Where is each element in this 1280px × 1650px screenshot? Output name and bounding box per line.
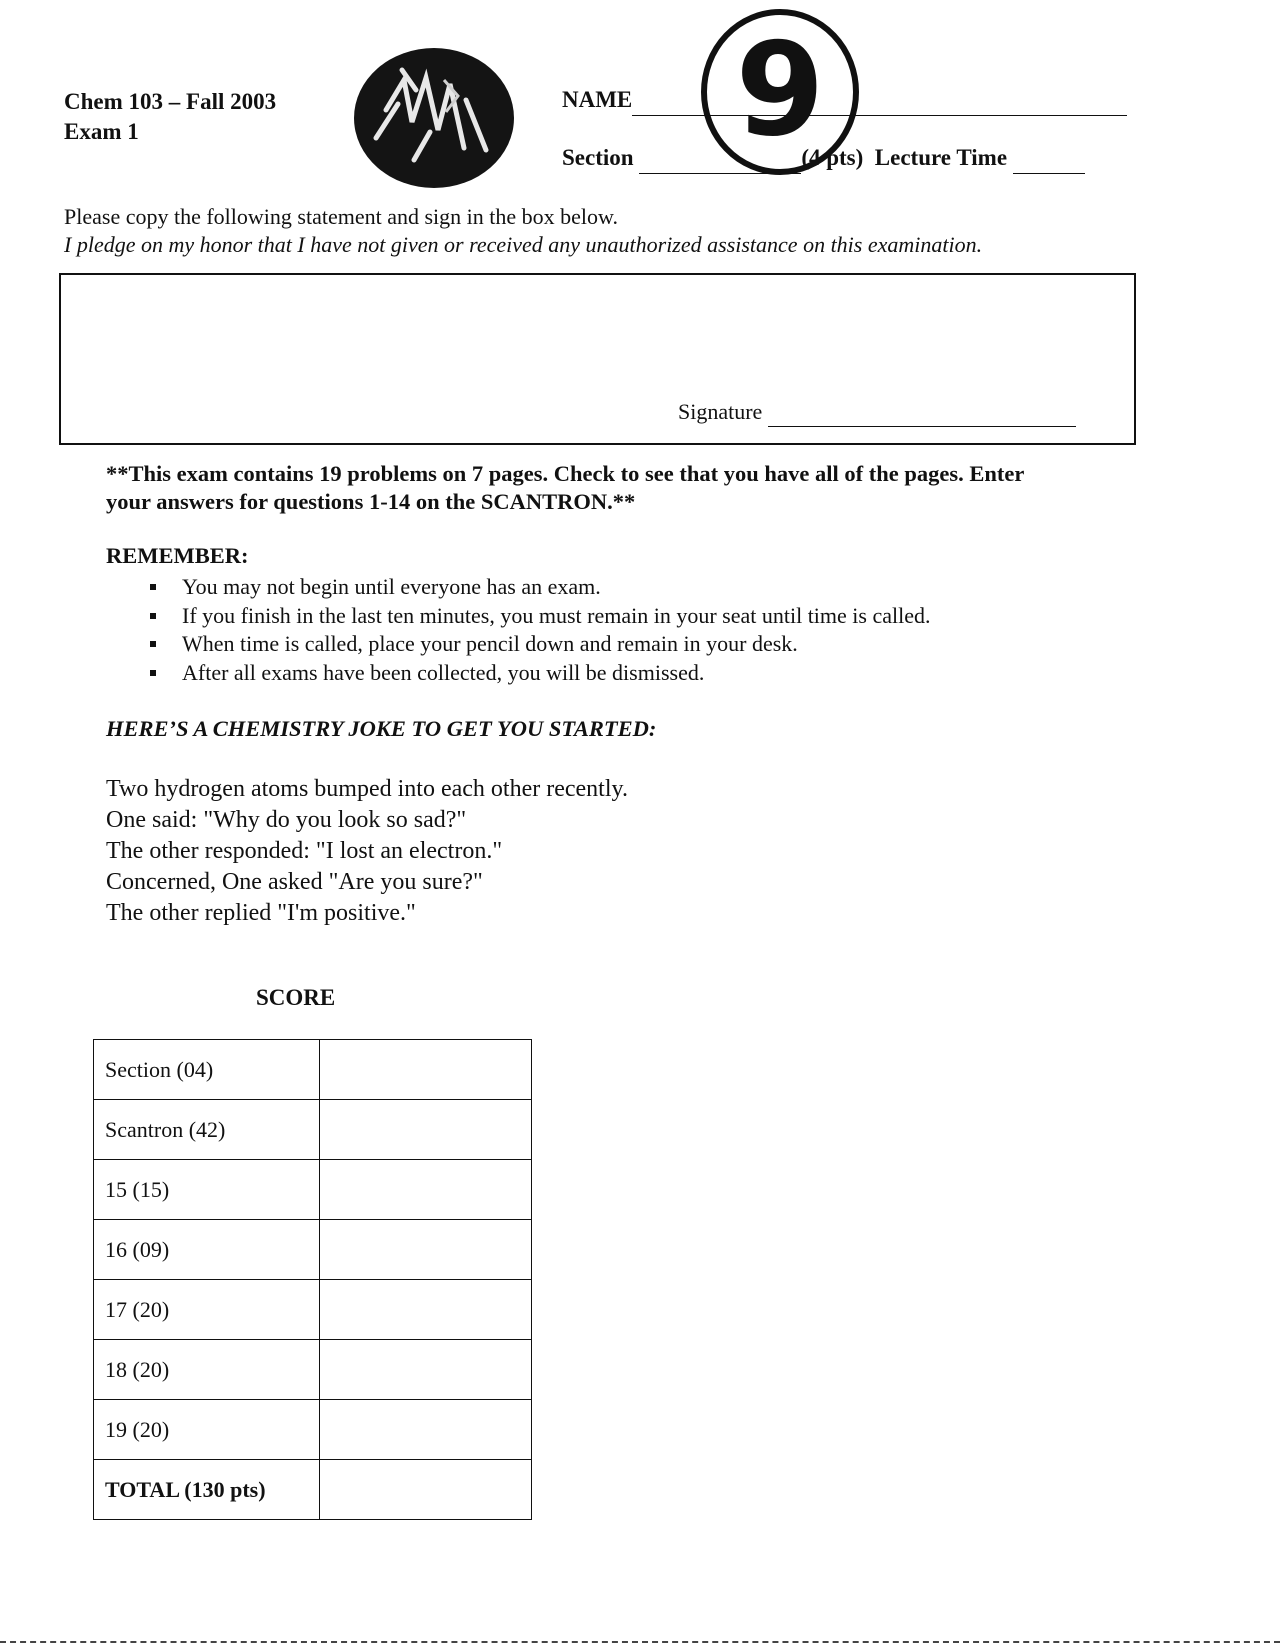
joke-title: HERE’S A CHEMISTRY JOKE TO GET YOU STARTED: [106, 716, 657, 741]
handwritten-score: 9 [735, 16, 825, 165]
joke-line: Concerned, One asked "Are you sure?" [106, 869, 483, 895]
list-item: You may not begin until everyone has an exam. [106, 573, 1106, 602]
score-value-cell[interactable] [320, 1460, 532, 1520]
section-points: (4 pts) [801, 145, 864, 170]
joke-line: Two hydrogen atoms bumped into each other recently. [106, 776, 628, 802]
notice-line-1: **This exam contains 19 problems on 7 pages. Check to see that you have all of the pages. Enter [106, 461, 1025, 486]
score-label: 15 (15) [94, 1160, 320, 1220]
joke-line: The other replied "I'm positive." [106, 900, 416, 926]
table-row [94, 1160, 532, 1220]
list-item: After all exams have been collected, you will be dismissed. [106, 659, 1106, 688]
score-value-cell[interactable] [320, 1220, 532, 1280]
table-row [94, 1400, 532, 1460]
notice-line-2: your answers for questions 1-14 on the SCANTRON.** [106, 489, 636, 514]
table-row [94, 1040, 532, 1100]
score-table [93, 1039, 532, 1520]
score-value-cell[interactable] [320, 1400, 532, 1460]
exam-notice [106, 460, 1024, 516]
course-name: Chem 103 – Fall 2003 [64, 89, 277, 114]
pledge-statement: I pledge on my honor that I have not given or received any unauthorized assistance on this examination. [64, 232, 983, 257]
score-value-cell[interactable] [320, 1340, 532, 1400]
remember-list [106, 573, 1106, 687]
score-label-total: TOTAL (130 pts) [94, 1460, 320, 1520]
score-title: SCORE [256, 985, 336, 1010]
score-label: 17 (20) [94, 1280, 320, 1340]
remember-title: REMEMBER: [106, 543, 249, 568]
score-value-cell[interactable] [320, 1040, 532, 1100]
scan-edge-divider [0, 1641, 1280, 1643]
signature-field[interactable] [678, 398, 1076, 427]
exam-name: Exam 1 [64, 119, 139, 144]
course-title [64, 87, 276, 147]
signature-blank[interactable] [768, 398, 1076, 427]
score-label: 16 (09) [94, 1220, 320, 1280]
table-row [94, 1100, 532, 1160]
table-row [94, 1220, 532, 1280]
lecture-time-blank[interactable] [1013, 143, 1085, 174]
pledge-instruction: Please copy the following statement and sign in the box below. [64, 204, 618, 229]
section-label: Section [562, 145, 634, 170]
joke-text [106, 774, 628, 929]
score-value-cell[interactable] [320, 1280, 532, 1340]
score-label: Scantron (42) [94, 1100, 320, 1160]
signature-label: Signature [678, 399, 763, 424]
joke-line: The other responded: "I lost an electron." [106, 838, 503, 864]
score-value-cell[interactable] [320, 1160, 532, 1220]
table-row [94, 1340, 532, 1400]
score-value-cell[interactable] [320, 1100, 532, 1160]
name-label: NAME [562, 87, 633, 112]
handwritten-score-circle [695, 4, 865, 179]
scribble-mark [346, 40, 522, 190]
signature-box[interactable] [59, 273, 1136, 445]
list-item: When time is called, place your pencil down and remain in your desk. [106, 630, 1106, 659]
score-label: 18 (20) [94, 1340, 320, 1400]
lecture-time-label: Lecture Time [874, 145, 1008, 170]
score-label: Section (04) [94, 1040, 320, 1100]
table-row [94, 1460, 532, 1520]
score-label: 19 (20) [94, 1400, 320, 1460]
table-row [94, 1280, 532, 1340]
list-item: If you finish in the last ten minutes, you must remain in your seat until time is called. [106, 602, 1106, 631]
joke-line: One said: "Why do you look so sad?" [106, 807, 467, 833]
